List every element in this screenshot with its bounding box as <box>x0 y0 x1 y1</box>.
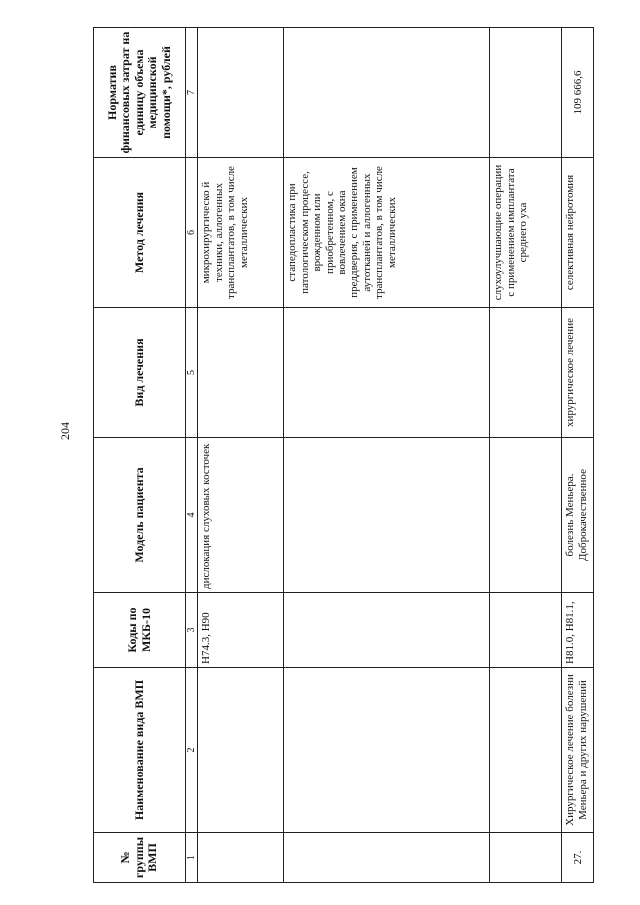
table-row <box>198 28 284 883</box>
column-number: 4 <box>186 438 198 593</box>
codes-cell <box>490 593 562 668</box>
column-number: 2 <box>186 668 198 833</box>
icd-codes-cell: H81.0, H81.1, <box>562 593 594 668</box>
header-treatment-method: Метод лечения <box>94 158 186 308</box>
column-number: 3 <box>186 593 198 668</box>
rotated-table-wrapper <box>93 28 593 883</box>
treatment-cell <box>490 308 562 438</box>
header-cost-norm: Норматив финансовых затрат на единицу объема медицинской помощи*, рублей <box>94 28 186 158</box>
column-number: 6 <box>186 158 198 308</box>
method-cell: стапедопластика при патологическом процессе, врожденном или приобретенном, с вовлечением окна преддверия, с применением аутотканей и аллогенных трансплантатов, в том числе металлических <box>284 158 490 308</box>
column-number: 7 <box>186 28 198 158</box>
method-cell: микрохирургическо й техники, аллогенных трансплантатов, в том числе металлических <box>198 158 284 308</box>
treatment-cell <box>198 308 284 438</box>
vmp-name-cell: Хирургическое лечение болезни Меньера и других нарушений <box>562 668 594 833</box>
group-cell <box>198 833 284 883</box>
model-cell <box>490 438 562 593</box>
cost-cell <box>284 28 490 158</box>
codes-cell: H74.3, H90 <box>198 593 284 668</box>
group-number-cell: 27. <box>562 833 594 883</box>
method-cell: слухоулучшающие операции с применением имплантата среднего уха <box>490 158 562 308</box>
patient-model-cell: болезнь Меньера. Доброкачественное <box>562 438 594 593</box>
column-number: 5 <box>186 308 198 438</box>
group-cell <box>490 833 562 883</box>
treatment-method-cell: селективная нейротомия <box>562 158 594 308</box>
header-treatment-type: Вид лечения <box>94 308 186 438</box>
table-row <box>490 28 562 883</box>
column-number-row <box>186 28 198 883</box>
treatment-cell <box>284 308 490 438</box>
header-group-number: № группы ВМП <box>94 833 186 883</box>
cost-norm-cell: 109 666,6 <box>562 28 594 158</box>
model-cell <box>284 438 490 593</box>
header-row <box>94 28 186 883</box>
cost-cell <box>198 28 284 158</box>
group-cell <box>284 833 490 883</box>
name-cell <box>284 668 490 833</box>
table-row-27 <box>562 28 594 883</box>
name-cell <box>198 668 284 833</box>
name-cell <box>490 668 562 833</box>
column-number: 1 <box>186 833 198 883</box>
header-vmp-name: Наименование вида ВМП <box>94 668 186 833</box>
page-number: 204 <box>58 422 72 440</box>
vmp-table <box>93 27 594 883</box>
codes-cell <box>284 593 490 668</box>
treatment-type-cell: хирургическое лечение <box>562 308 594 438</box>
cost-cell <box>490 28 562 158</box>
model-cell: дислокация слуховых косточек <box>198 438 284 593</box>
table-row <box>284 28 490 883</box>
header-patient-model: Модель пациента <box>94 438 186 593</box>
header-icd-codes: Коды по МКБ-10 <box>94 593 186 668</box>
